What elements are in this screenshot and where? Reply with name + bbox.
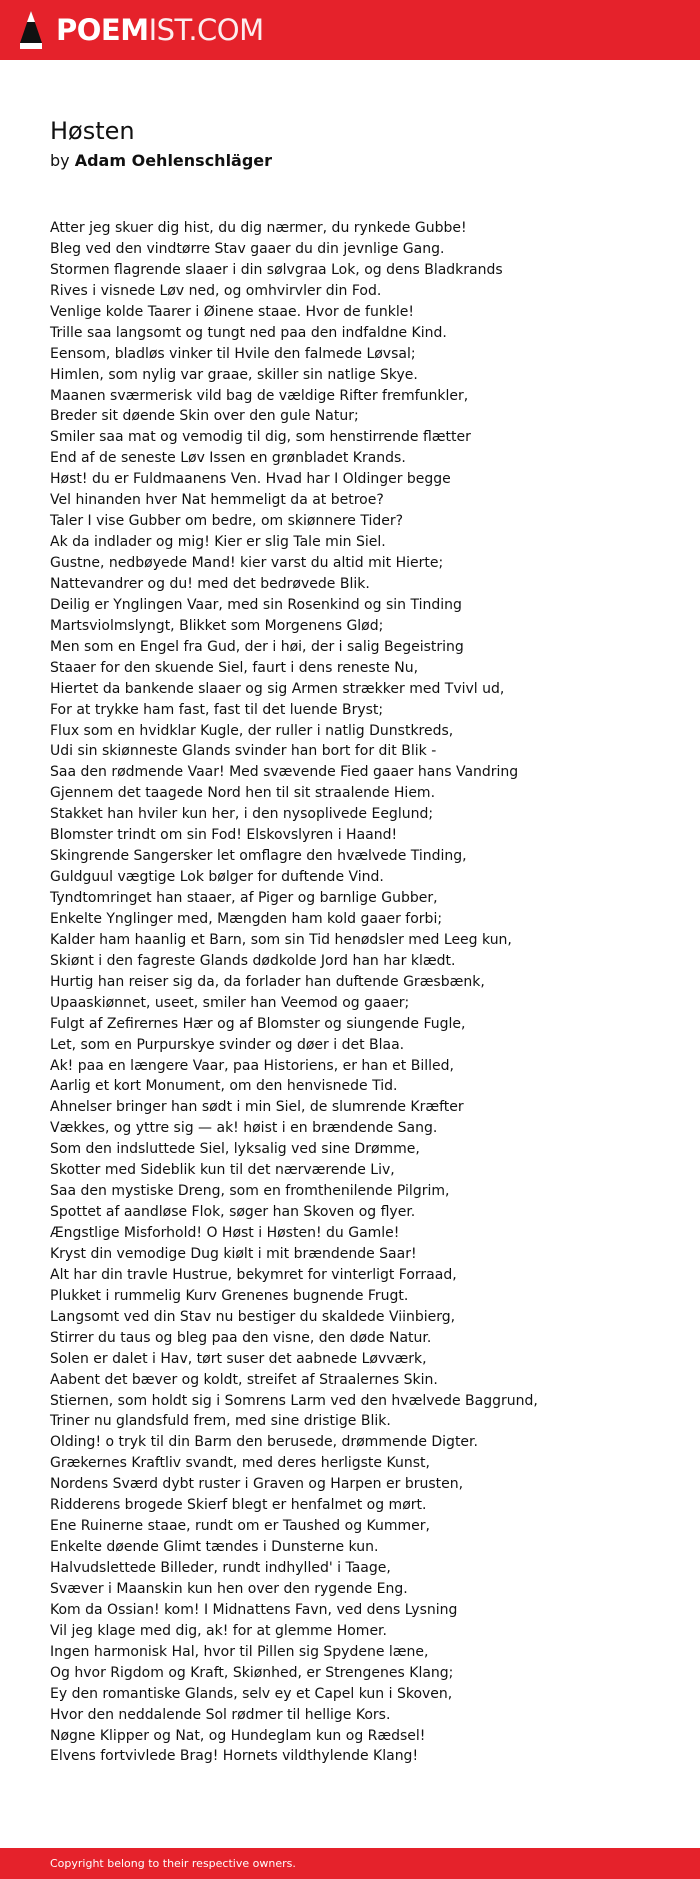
site-header — [0, 0, 700, 60]
poem-line: Gjennem det taagede Nord hen til sit straalende Hiem. — [50, 785, 436, 802]
poem-line: Stiernen, som holdt sig i Somrens Larm ved den hvælvede Baggrund, — [50, 1392, 538, 1409]
poem-body — [50, 218, 680, 1767]
poem-line: Men som en Engel fra Gud, der i høi, der i salig Begeistring — [50, 638, 464, 655]
poem-line: Ak! paa en længere Vaar, paa Historiens, er han et Billed, — [50, 1057, 454, 1074]
poem-line: Svæver i Maanskin kun hen over den rygende Eng. — [50, 1580, 408, 1597]
poem-line: Atter jeg skuer dig hist, du dig nærmer, du rynkede Gubbe! — [50, 220, 467, 236]
poem-line: Saa den mystiske Dreng, som en fromthenilende Pilgrim, — [50, 1183, 450, 1200]
poem-line: Ængstlige Misforhold! O Høst i Høsten! du Gamle! — [50, 1225, 400, 1241]
poem-line: Nattevandrer og du! med det bedrøvede Blik. — [50, 575, 370, 592]
poem-line: Let, som en Purpurskye svinder og døer i det Blaa. — [50, 1036, 405, 1053]
poem-line: Og hvor Rigdom og Kraft, Skiønhed, er Strengenes Klang; — [50, 1664, 454, 1681]
poem-line: Enkelte Ynglinger med, Mængden ham kold gaaer forbi; — [50, 910, 443, 927]
poem-line: Stakket han hviler kun her, i den nysoplivede Eeglund; — [50, 806, 434, 823]
site-footer — [0, 1848, 700, 1879]
poem-line: Tyndtomringet han staaer, af Piger og barnlige Gubber, — [50, 890, 438, 906]
poem-line: Martsviolmslyngt, Blikket som Morgenens Glød; — [50, 617, 384, 634]
pencil-logo-icon — [18, 10, 44, 50]
poem-line: Udi sin skiønneste Glands svinder han bort for dit Blik - — [50, 743, 437, 760]
poem-heading — [50, 116, 670, 172]
poem-line: For at trykke ham fast, fast til det luende Bryst; — [50, 701, 384, 718]
poem-line: Ingen harmonisk Hal, hvor til Pillen sig Spydene læne, — [50, 1643, 429, 1660]
poem-line: Venlige kolde Taarer i Øinene staae. Hvor de funkle! — [50, 303, 414, 320]
poem-line: Aabent det bæver og koldt, streifet af Straalernes Skin. — [50, 1371, 438, 1388]
site-logo[interactable] — [56, 12, 264, 47]
poem-line: Halvudslettede Billeder, rundt indhylled' i Taage, — [50, 1560, 391, 1576]
poem-line: Hvor den neddalende Sol rødmer til hellige Kors. — [50, 1706, 391, 1723]
poem-line: Flux som en hvidklar Kugle, der ruller i natlig Dunstkreds, — [50, 722, 454, 739]
poem-line: Langsomt ved din Stav nu bestiger du skaldede Viinbierg, — [50, 1308, 456, 1325]
poem-line: Skiønt i den fagreste Glands dødkolde Jord han har klædt. — [50, 952, 456, 969]
poem-line: Blomster trindt om sin Fod! Elskovslyren i Haand! — [50, 827, 398, 844]
poem-line: Bleg ved den vindtørre Stav gaaer du din jevnlige Gang. — [50, 240, 445, 257]
poem-line: Smiler saa mat og vemodig til dig, som henstirrende flætter — [50, 429, 471, 446]
poem-line: Kryst din vemodige Dug kiølt i mit brændende Saar! — [50, 1245, 417, 1262]
poem-line: Kom da Ossian! kom! I Midnattens Favn, ved dens Lysning — [50, 1601, 458, 1618]
poem-line: Rives i visnede Løv ned, og omhvirvler din Fod. — [50, 282, 382, 299]
poem-line: Høst! du er Fuldmaanens Ven. Hvad har I Oldinger begge — [50, 471, 451, 488]
logo-bold-text: POEM — [56, 12, 149, 47]
poem-line: Nøgne Klipper og Nat, og Hundeglam kun og Rædsel! — [50, 1727, 426, 1744]
poem-line: Grækernes Kraftliv svandt, med deres herligste Kunst, — [50, 1455, 430, 1472]
poem-line: Kalder ham haanlig et Barn, som sin Tid henødsler med Leeg kun, — [50, 931, 512, 948]
poem-line: Stirrer du taus og bleg paa den visne, den døde Natur. — [50, 1329, 432, 1346]
poem-line: Ridderens brogede Skierf blegt er henfalmet og mørt. — [50, 1497, 427, 1514]
poem-line: Vil jeg klage med dig, ak! for at glemme Homer. — [50, 1622, 387, 1639]
poem-line: Aarlig et kort Monument, om den henvisnede Tid. — [50, 1078, 398, 1095]
poem-line: Som den indsluttede Siel, lyksalig ved sine Drømme, — [50, 1141, 420, 1158]
poem-line: Enkelte døende Glimt tændes i Dunsterne kun. — [50, 1539, 379, 1556]
poem-line: Ak da indlader og mig! Kier er slig Tale min Siel. — [50, 534, 386, 551]
poem-line: Gustne, nedbøyede Mand! kier varst du altid mit Hierte; — [50, 555, 444, 571]
poem-line: Taler I vise Gubber om bedre, om skiønnere Tider? — [50, 513, 404, 530]
poem-line: Elvens fortvivlede Brag! Hornets vildthylende Klang! — [50, 1748, 419, 1765]
poem-line: Maanen sværmerisk vild bag de vældige Rifter fremfunkler, — [50, 387, 469, 404]
poem-line: Solen er dalet i Hav, tørt suser det aabnede Løvværk, — [50, 1350, 427, 1367]
poem-line: Skotter med Sideblik kun til det nærværende Liv, — [50, 1162, 395, 1179]
poem-line: Alt har din travle Hustrue, bekymret for vinterligt Forraad, — [50, 1266, 457, 1283]
poem-line: Triner nu glandsfuld frem, med sine dristige Blik. — [50, 1413, 391, 1430]
poem-line: Breder sit døende Skin over den gule Natur; — [50, 408, 359, 425]
poem-line: Stormen flagrende slaaer i din sølvgraa Lok, og dens Bladkrands — [50, 261, 503, 278]
poem-line: Upaaskiønnet, useet, smiler han Veemod og gaaer; — [50, 994, 410, 1011]
poem-line: Vel hinanden hver Nat hemmeligt da at betroe? — [50, 492, 384, 509]
poem-line: Fulgt af Zefirernes Hær og af Blomster og siungende Fugle, — [50, 1015, 466, 1032]
copyright-text: Copyright belong to their respective owners. — [50, 1857, 296, 1870]
poem-line: Nordens Sværd dybt ruster i Graven og Harpen er brusten, — [50, 1476, 464, 1493]
poem-line: Hurtig han reiser sig da, da forlader han duftende Græsbænk, — [50, 973, 485, 990]
poem-line: Staaer for den skuende Siel, faurt i dens reneste Nu, — [50, 659, 419, 676]
byline — [50, 150, 670, 172]
poem-line: Himlen, som nylig var graae, skiller sin natlige Skye. — [50, 366, 418, 383]
poem-line: Eensom, bladløs vinker til Hvile den falmede Løvsal; — [50, 345, 416, 362]
poem-line: Ahnelser bringer han sødt i min Siel, de slumrende Kræfter — [50, 1099, 464, 1116]
poem-line: Ene Ruinerne staae, rundt om er Taushed og Kummer, — [50, 1518, 430, 1535]
poem-line: Hiertet da bankende slaaer og sig Armen strækker med Tvivl ud, — [50, 680, 505, 697]
logo-light-text: IST.COM — [148, 12, 264, 47]
poem-line: Skingrende Sangersker let omflagre den hvælvede Tinding, — [50, 848, 467, 865]
poem-line: Plukket i rummelig Kurv Grenenes bugnende Frugt. — [50, 1287, 409, 1304]
poem-line: Guldguul vægtige Lok bølger for duftende Vind. — [50, 869, 384, 886]
poem-line: Saa den rødmende Vaar! Med svævende Fied gaaer hans Vandring — [50, 764, 519, 781]
poem-line: End af de seneste Løv Issen en grønbladet Krands. — [50, 450, 406, 467]
poem-line: Deilig er Ynglingen Vaar, med sin Rosenkind og sin Tinding — [50, 596, 462, 613]
byline-prefix: by — [50, 151, 70, 170]
poem-line: Olding! o tryk til din Barm den berusede, drømmende Digter. — [50, 1434, 478, 1451]
poem-title: Høsten — [50, 117, 135, 145]
poem-line: Ey den romantiske Glands, selv ey et Capel kun i Skoven, — [50, 1685, 453, 1702]
poem-line: Spottet af aandløse Flok, søger han Skoven og flyer. — [50, 1204, 416, 1221]
author-name[interactable]: Adam Oehlenschläger — [74, 151, 273, 170]
poem-line: Trille saa langsomt og tungt ned paa den indfaldne Kind. — [50, 324, 447, 341]
poem-line: Vækkes, og yttre sig — ak! høist i en brændende Sang. — [50, 1120, 438, 1137]
